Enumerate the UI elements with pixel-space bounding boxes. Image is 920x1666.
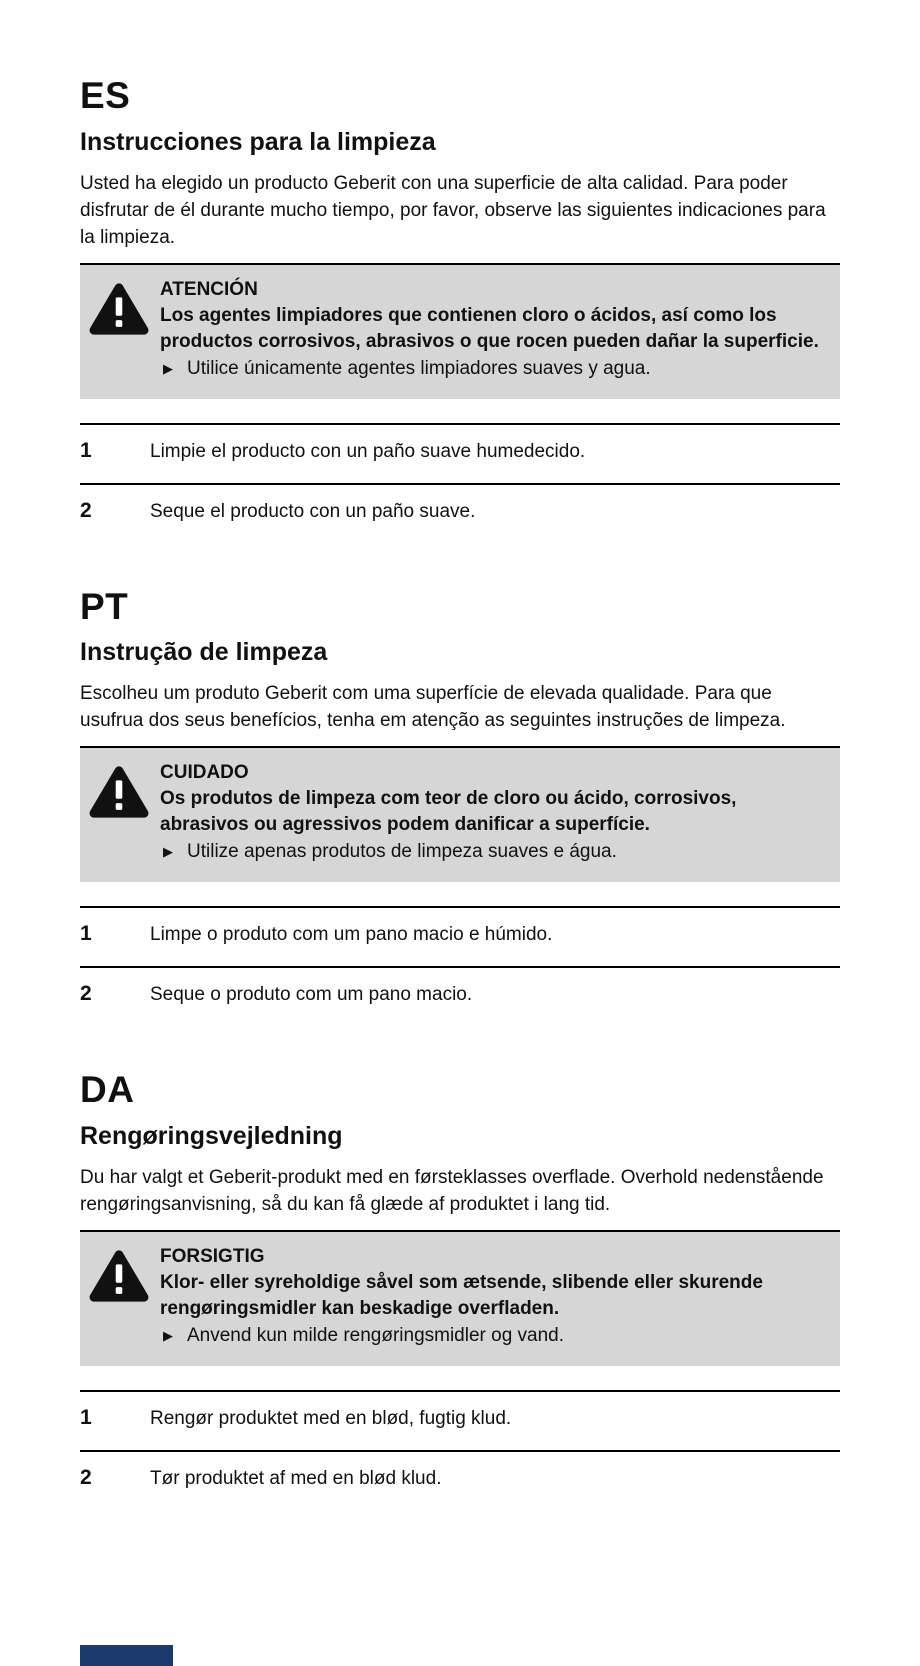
warning-text: Os produtos de limpeza com teor de cloro ou ácido, corrosivos, abrasivos ou agressivos podem danificar a superfície.: [160, 788, 737, 836]
section-title-pt: Instrução de limpeza: [80, 638, 328, 667]
step-text: Seque o produto com um pano macio.: [150, 984, 473, 1006]
warning-title: CUIDADO: [160, 762, 249, 784]
intro-paragraph-es: Usted ha elegido un producto Geberit con una superficie de alta calidad. Para poder disfrutar de él durante mucho tiempo, por favor, observe las siguientes indicaciones para la limpieza.: [80, 172, 826, 248]
step-row: [80, 423, 840, 483]
step-number: 1: [80, 1406, 92, 1430]
warning-content: [160, 277, 826, 383]
warning-triangle-icon: [88, 760, 150, 825]
step-text: Limpie el producto con un paño suave humedecido.: [150, 440, 586, 462]
warning-box-da: [80, 1230, 840, 1366]
intro-paragraph-pt: Escolheu um produto Geberit com uma superfície de elevada qualidade. Para que usufrua dos seus benefícios, tenha em atenção as seguintes instruções de limpeza.: [80, 683, 786, 732]
steps-pt: [80, 906, 840, 1026]
step-row: [80, 966, 840, 1026]
step-number: 2: [80, 498, 92, 522]
steps-es: [80, 423, 840, 543]
step-number: 2: [80, 1466, 92, 1490]
section-pt: [80, 587, 840, 1027]
warning-triangle-icon: [88, 1244, 150, 1309]
step-text: Seque el producto con un paño suave.: [150, 500, 476, 522]
section-da: [80, 1070, 840, 1510]
step-text: Limpe o produto com um pano macio e húmido.: [150, 924, 553, 946]
footer-brand-bar: [80, 1645, 173, 1666]
right-arrow-icon: ▶: [163, 360, 173, 376]
warning-action-text: Anvend kun milde rengøringsmidler og vand.: [187, 1325, 565, 1347]
step-row: [80, 483, 840, 543]
section-title-da: Rengøringsvejledning: [80, 1122, 343, 1151]
warning-text: Klor- eller syreholdige såvel som ætsende, slibende eller skurende rengøringsmidler kan beskadige overfladen.: [160, 1272, 763, 1320]
warning-action-text: Utilize apenas produtos de limpeza suaves e água.: [187, 841, 617, 863]
warning-box-es: [80, 263, 840, 399]
warning-action: [160, 839, 826, 866]
right-arrow-icon: ▶: [163, 1328, 173, 1344]
step-row: [80, 906, 840, 966]
right-arrow-icon: ▶: [163, 844, 173, 860]
step-number: 1: [80, 438, 92, 462]
warning-triangle-icon: [88, 277, 150, 342]
step-row: [80, 1450, 840, 1510]
step-text: Tør produktet af med en blød klud.: [150, 1468, 442, 1490]
step-number: 1: [80, 922, 92, 946]
lang-code-es: ES: [80, 75, 131, 116]
step-number: 2: [80, 982, 92, 1006]
warning-title: FORSIGTIG: [160, 1246, 265, 1268]
warning-action: [160, 1323, 826, 1350]
steps-da: [80, 1390, 840, 1510]
lang-code-da: DA: [80, 1069, 135, 1111]
warning-text: Los agentes limpiadores que contienen cloro o ácidos, así como los productos corrosivos, abrasivos o que rocen pueden dañar la superficie.: [160, 304, 819, 352]
warning-action-text: Utilice únicamente agentes limpiadores suaves y agua.: [187, 357, 651, 379]
section-es: [80, 76, 840, 543]
step-text: Rengør produktet med en blød, fugtig klud.: [150, 1408, 512, 1430]
warning-content: [160, 1244, 826, 1350]
lang-code-pt: PT: [80, 585, 129, 627]
step-row: [80, 1390, 840, 1450]
warning-content: [160, 760, 826, 866]
warning-box-pt: [80, 746, 840, 882]
warning-action: [160, 356, 826, 383]
warning-title: ATENCIÓN: [160, 278, 258, 300]
intro-paragraph-da: Du har valgt et Geberit-produkt med en førsteklasses overflade. Overhold nedenstående rengøringsanvisning, så du kan få glæde af produktet i lang tid.: [80, 1167, 824, 1216]
section-title-es: Instrucciones para la limpieza: [80, 127, 436, 156]
